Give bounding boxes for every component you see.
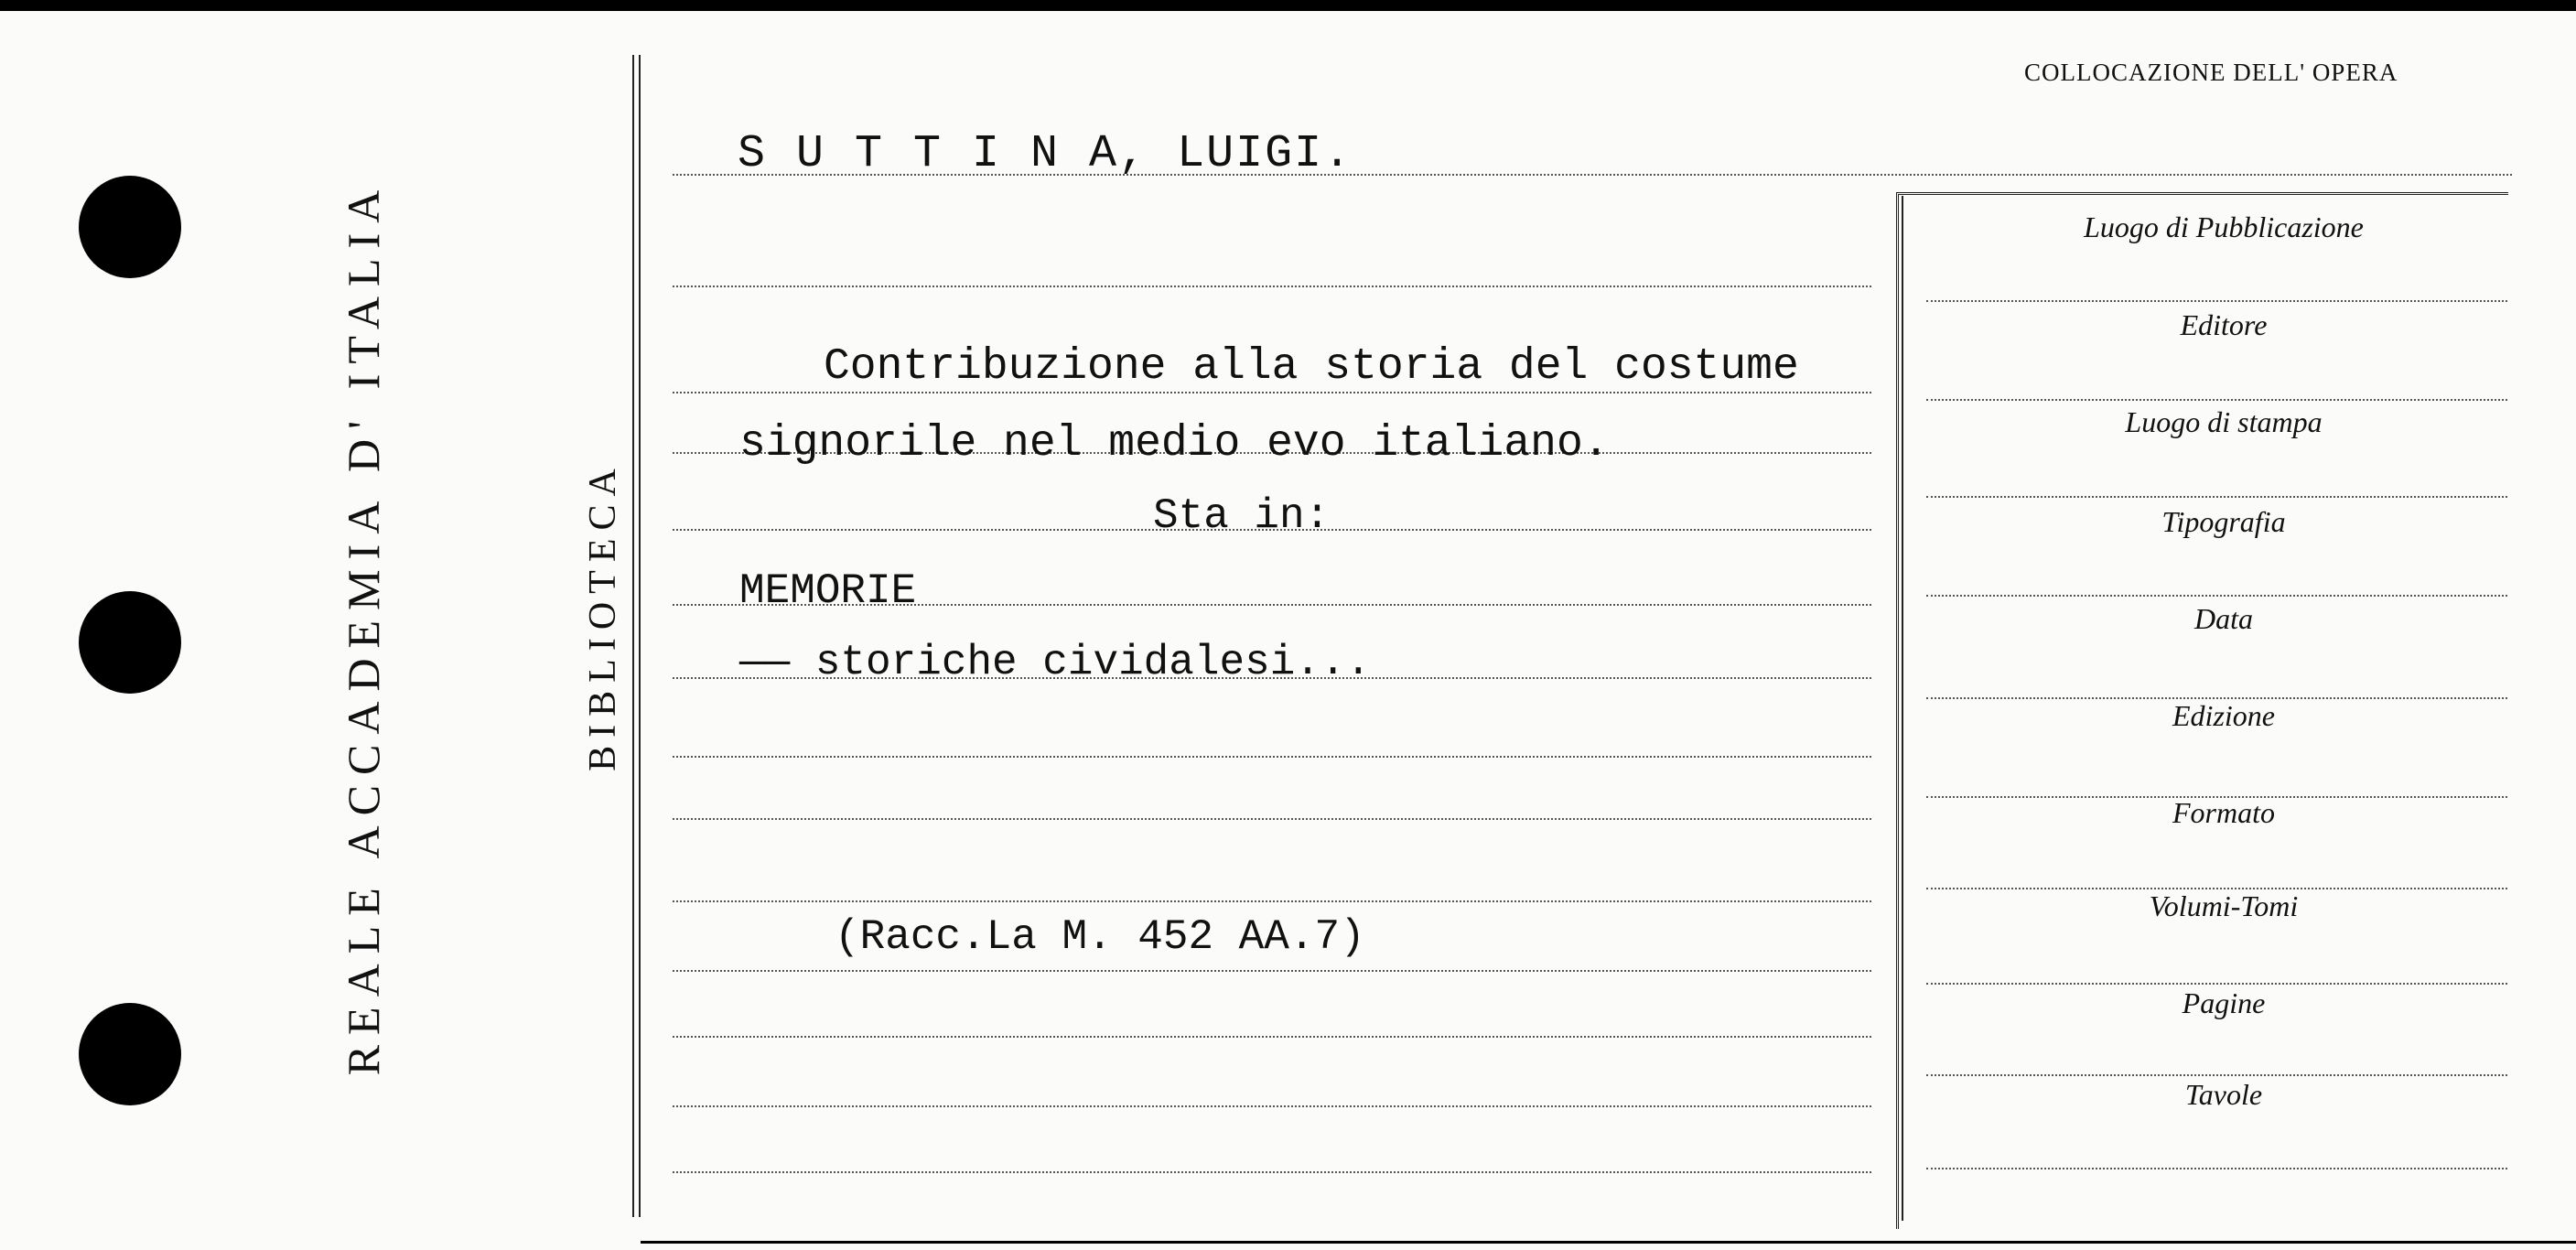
sta-in-label: Sta in: [1153, 492, 1331, 540]
field-rule [1926, 496, 2507, 498]
field-rule [1926, 983, 2507, 985]
fields-box-inner-rule [1902, 196, 1903, 1221]
dotted-rule [673, 756, 1871, 758]
field-tavole: Tavole [2184, 1078, 2263, 1111]
collocazione-header: COLLOCAZIONE DELL' OPERA [2024, 59, 2398, 86]
field-rule [1926, 1168, 2507, 1169]
author-heading: S U T T I N A, LUIGI. [738, 128, 1353, 180]
collection-shelfmark: (Racc.La M. 452 AA.7) [835, 913, 1365, 961]
field-pagine: Pagine [2182, 986, 2266, 1019]
field-luogo-pubblicazione: Luogo di Pubblicazione [2084, 210, 2364, 243]
field-tipografia: Tipografia [2161, 505, 2286, 538]
punch-hole-middle [79, 591, 181, 694]
field-rule [1926, 1074, 2507, 1076]
field-edizione: Edizione [2172, 699, 2275, 732]
left-margin-rule-inner [639, 55, 641, 1217]
field-rule [1926, 595, 2507, 597]
dotted-rule [673, 1036, 1871, 1038]
vertical-library-label: BIBLIOTECA [582, 460, 624, 771]
dotted-rule [673, 818, 1871, 820]
left-margin-rule [632, 55, 634, 1217]
scan-top-edge [0, 0, 2576, 11]
dotted-rule [673, 286, 1871, 287]
series-name: MEMORIE [739, 567, 917, 615]
field-formato: Formato [2172, 796, 2275, 829]
series-continuation: —— storiche cividalesi... [739, 639, 1372, 686]
vertical-institution-title: REALE ACCADEMIA D' ITALIA [338, 179, 389, 1076]
title-line-1: Contribuzione alla storia del costume [824, 342, 1799, 392]
field-rule [1926, 300, 2507, 302]
scan-bottom-edge [641, 1241, 2576, 1244]
field-rule [1926, 399, 2507, 401]
dotted-rule [673, 970, 1871, 972]
field-editore: Editore [2180, 308, 2268, 341]
field-data: Data [2194, 602, 2253, 635]
dotted-rule [673, 900, 1871, 902]
dotted-rule [673, 1171, 1871, 1173]
punch-hole-bottom [79, 1003, 181, 1105]
dotted-rule [673, 392, 1871, 393]
dotted-rule [673, 1105, 1871, 1107]
field-luogo-stampa: Luogo di stampa [2125, 405, 2323, 438]
field-volumi-tomi: Volumi-Tomi [2149, 889, 2299, 922]
punch-hole-top [79, 176, 181, 278]
title-line-2: signorile nel medio evo italiano. [739, 419, 1610, 469]
